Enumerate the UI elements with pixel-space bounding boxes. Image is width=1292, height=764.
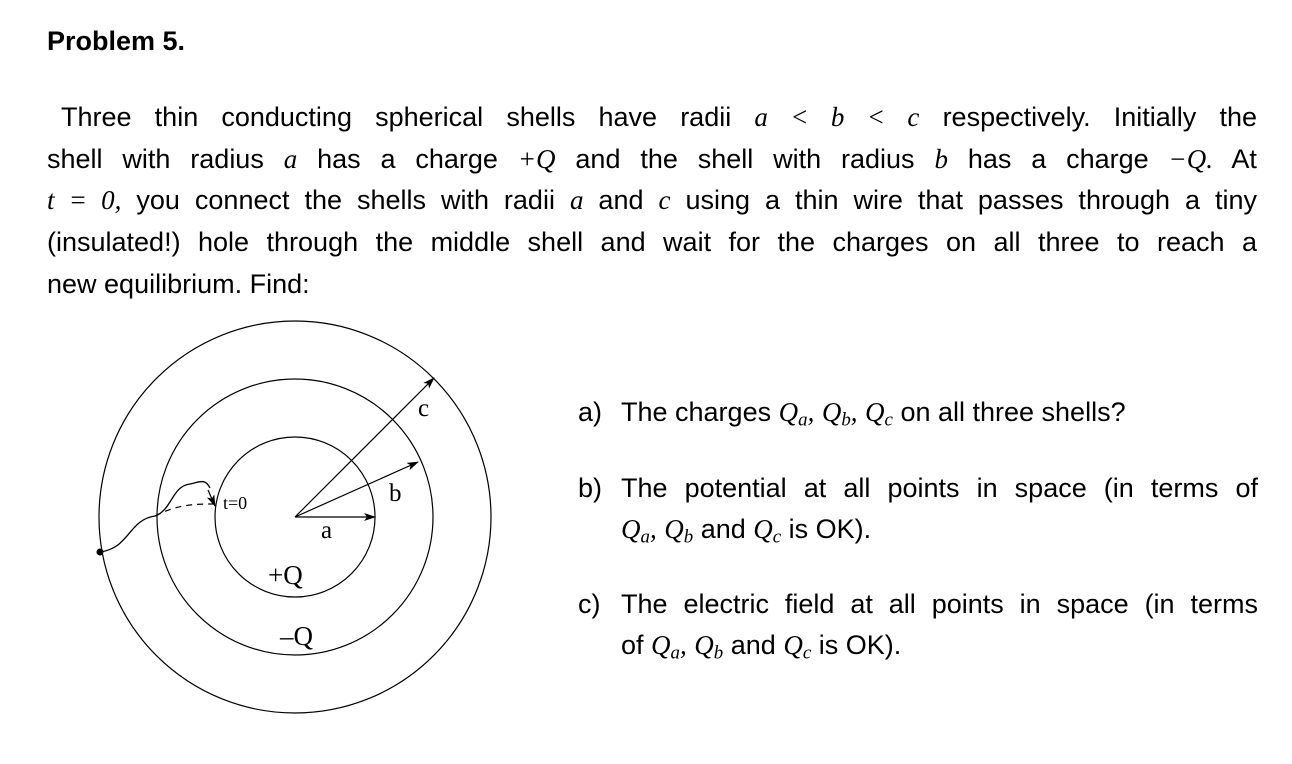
- statement-line-5: new equilibrium. Find:: [47, 268, 310, 299]
- problem-title: Problem 5.: [47, 26, 186, 56]
- question-a-label: a): [578, 397, 603, 427]
- statement-line-2: shell with radius a has a charge +Q and the shell with radius b has a charge −Q. At: [47, 143, 1257, 174]
- wire-endpoint-dot: [97, 549, 104, 556]
- question-b: b) The potential at all points in space (in terms of $Q_a$, $Q_b$ and $Q_c$ is OK).: [578, 468, 1258, 558]
- question-c: c) The electric field at all points in space (in terms of $Q_a$, $Q_b$ and $Q_c$ is OK).: [578, 584, 1258, 674]
- label-c: c: [418, 395, 430, 422]
- problem-statement: [47, 97, 1257, 306]
- statement-line-1: Three thin conducting spherical shells have radii a < b < c respectively. Initially the: [61, 102, 1257, 132]
- label-minus-q: –Q: [280, 621, 313, 651]
- spherical-shells-diagram: [0, 300, 520, 730]
- statement-line-3: t = 0, you connect the shells with radii a and c using a thin wire that passes through a tiny: [47, 185, 1257, 216]
- math-radii-order: a < b < c: [754, 102, 920, 132]
- question-b-label: b): [578, 472, 603, 503]
- label-plus-q: +Q: [268, 560, 303, 590]
- label-a: a: [321, 517, 333, 544]
- connecting-wire: [100, 482, 210, 553]
- question-a: a) The charges $Q_a$, $Q_b$, $Q_c$ on all three shells?: [578, 392, 1258, 441]
- statement-line-4: (insulated!) hole through the middle shell and wait for the charges on all three to reach a: [47, 227, 1257, 258]
- label-t0: t=0: [223, 493, 248, 513]
- label-b: b: [389, 480, 402, 507]
- question-list: [578, 392, 1258, 674]
- question-c-label: c): [578, 589, 601, 620]
- radius-c-arrow: [295, 378, 434, 517]
